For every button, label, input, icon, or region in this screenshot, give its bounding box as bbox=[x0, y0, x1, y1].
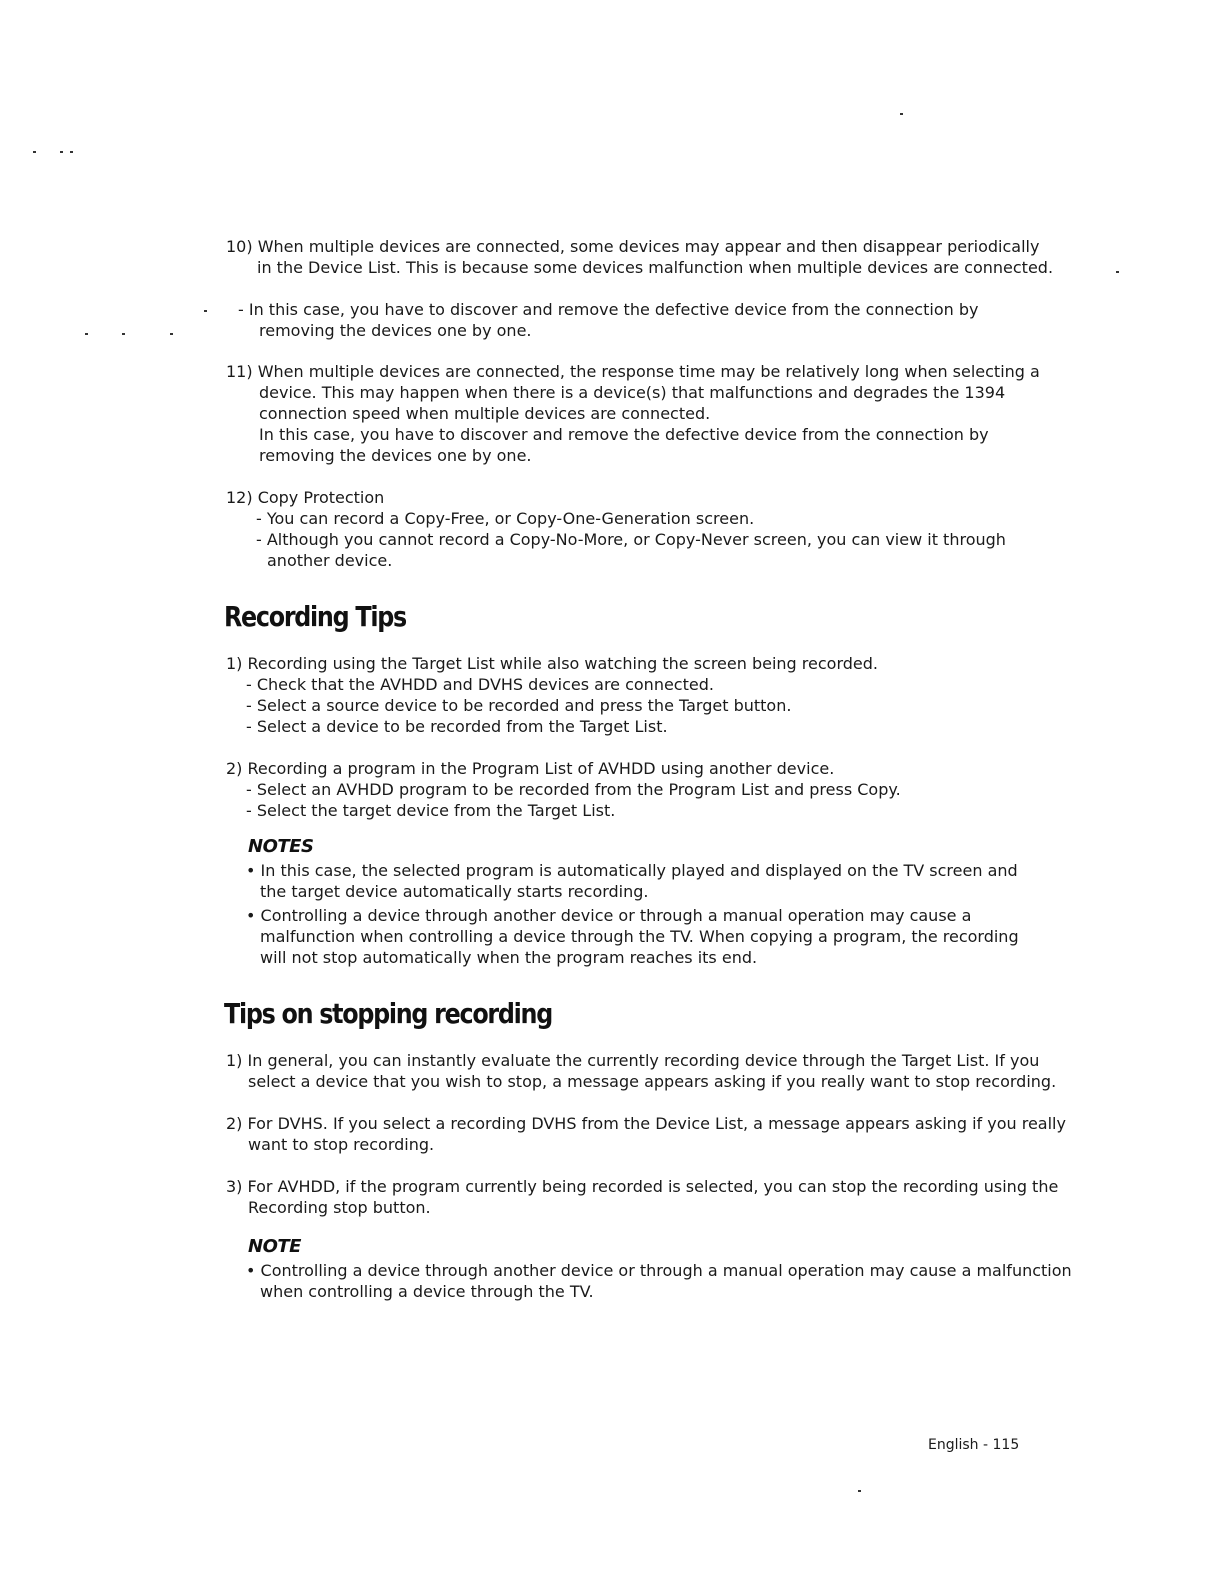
item-11-line: connection speed when multiple devices are connected. bbox=[259, 404, 711, 423]
tip-line: 3) For AVHDD, if the program currently being recorded is selected, you can stop the recording using the bbox=[226, 1177, 1059, 1196]
tip-line: 2) For DVHS. If you select a recording DVHS from the Device List, a message appears asking if you really bbox=[226, 1114, 1066, 1133]
dash-note-line: - In this case, you have to discover and remove the defective device from the connection by bbox=[238, 300, 979, 319]
tip-line: - Select the target device from the Target List. bbox=[246, 801, 616, 820]
item-12-line: - Although you cannot record a Copy-No-More, or Copy-Never screen, you can view it through bbox=[256, 530, 1006, 549]
item-10-line: 10) When multiple devices are connected, some devices may appear and then disappear periodically bbox=[226, 237, 1040, 256]
item-12-line: 12) Copy Protection bbox=[226, 488, 385, 507]
item-11-line: 11) When multiple devices are connected, the response time may be relatively long when selecting a bbox=[226, 362, 1040, 381]
scan-speck bbox=[85, 333, 88, 335]
tip-line: 1) Recording using the Target List while also watching the screen being recorded. bbox=[226, 654, 878, 673]
note-line: • Controlling a device through another device or through a manual operation may cause a bbox=[246, 906, 972, 925]
scan-speck bbox=[204, 310, 207, 312]
scan-speck bbox=[858, 1490, 861, 1492]
stopping-tip-1 bbox=[226, 1050, 1056, 1092]
item-10 bbox=[226, 236, 1053, 278]
item-10-line: in the Device List. This is because some devices malfunction when multiple devices are connected. bbox=[257, 258, 1054, 277]
note-line: the target device automatically starts recording. bbox=[260, 882, 649, 901]
page-number: English - 115 bbox=[928, 1437, 1020, 1453]
note-line: when controlling a device through the TV. bbox=[260, 1282, 594, 1301]
scan-speck bbox=[1116, 271, 1119, 273]
stopping-tip-2 bbox=[226, 1113, 1066, 1155]
note-line: • Controlling a device through another device or through a manual operation may cause a malfunction bbox=[246, 1261, 1072, 1280]
scan-speck bbox=[900, 113, 903, 115]
tip-line: - Select a source device to be recorded and press the Target button. bbox=[246, 696, 792, 715]
note-line: will not stop automatically when the program reaches its end. bbox=[260, 948, 758, 967]
scan-speck bbox=[33, 151, 36, 153]
stopping-note bbox=[246, 1260, 1072, 1302]
item-11 bbox=[226, 361, 1040, 466]
tip-line: 1) In general, you can instantly evaluate the currently recording device through the Target List. If you bbox=[226, 1051, 1040, 1070]
tip-line: want to stop recording. bbox=[248, 1135, 435, 1154]
tip-line: Recording stop button. bbox=[248, 1198, 431, 1217]
recording-note-2 bbox=[246, 905, 1019, 968]
item-12-line: - You can record a Copy-Free, or Copy-One-Generation screen. bbox=[256, 509, 755, 528]
tip-line: - Check that the AVHDD and DVHS devices are connected. bbox=[246, 675, 714, 694]
item-12 bbox=[226, 487, 1006, 571]
stopping-tips-heading: Tips on stopping recording bbox=[224, 997, 552, 1030]
note-line: • In this case, the selected program is automatically played and displayed on the TV screen and bbox=[246, 861, 1018, 880]
scan-speck bbox=[122, 333, 125, 335]
tip-line: - Select an AVHDD program to be recorded from the Program List and press Copy. bbox=[246, 780, 901, 799]
item-11-line: removing the devices one by one. bbox=[259, 446, 532, 465]
note-heading: NOTE bbox=[248, 1236, 301, 1257]
recording-tips-heading: Recording Tips bbox=[224, 600, 406, 633]
note-line: malfunction when controlling a device through the TV. When copying a program, the recording bbox=[260, 927, 1019, 946]
scan-speck bbox=[60, 151, 63, 153]
recording-note-1 bbox=[246, 860, 1018, 902]
item-11-line: In this case, you have to discover and remove the defective device from the connection by bbox=[259, 425, 989, 444]
stopping-tip-3 bbox=[226, 1176, 1058, 1218]
notes-heading: NOTES bbox=[248, 836, 314, 857]
recording-tip-1 bbox=[226, 653, 878, 737]
tip-line: - Select a device to be recorded from the Target List. bbox=[246, 717, 668, 736]
dash-note-line: removing the devices one by one. bbox=[259, 321, 532, 340]
tip-line: select a device that you wish to stop, a message appears asking if you really want to stop recording. bbox=[248, 1072, 1057, 1091]
item-10-dash-note bbox=[238, 299, 978, 341]
tip-line: 2) Recording a program in the Program List of AVHDD using another device. bbox=[226, 759, 835, 778]
scan-speck bbox=[70, 151, 73, 153]
item-11-line: device. This may happen when there is a device(s) that malfunctions and degrades the 1394 bbox=[259, 383, 1006, 402]
item-12-line: another device. bbox=[267, 551, 393, 570]
scan-speck bbox=[170, 333, 173, 335]
recording-tip-2 bbox=[226, 758, 901, 821]
